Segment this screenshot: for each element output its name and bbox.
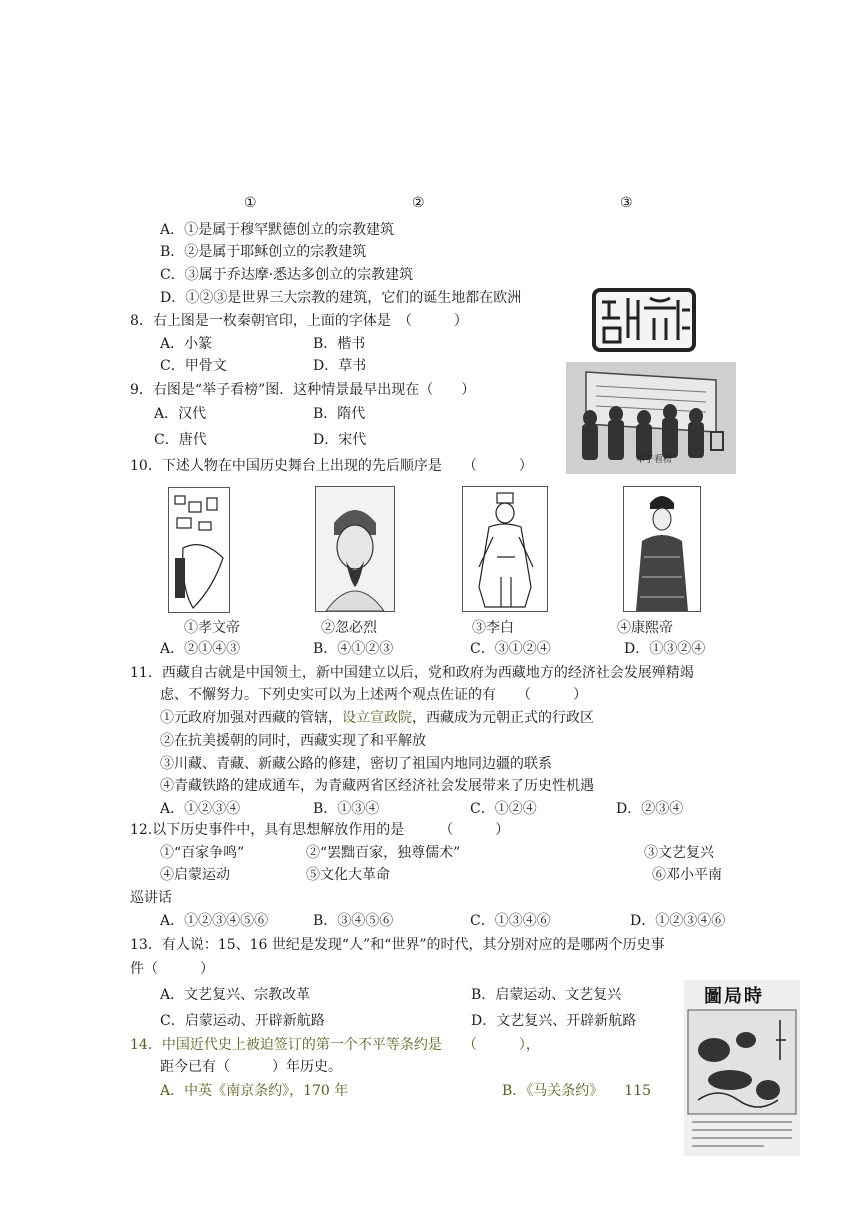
q10-option-a: A．②①④③	[160, 641, 241, 657]
q8-option-b: B．楷书	[313, 336, 366, 352]
q11-option-a: A．①②③④	[160, 801, 241, 817]
q11-item-1-part-a: ①元政府加强对西藏的管辖，	[160, 710, 342, 726]
kangxi-emperor-image	[623, 486, 701, 612]
q11-stem-line2: 虑、不懈努力。下列史实可以为上述两个观点佐证的有 （ ）	[160, 687, 587, 703]
scholars-image-caption: 举子看榜	[636, 455, 673, 465]
q8-option-c: C．甲骨文	[160, 358, 227, 374]
q12-item-1: ①“百家争鸣”	[160, 845, 245, 861]
q7-option-c: C．③属于乔达摩·悉达多创立的宗教建筑	[160, 267, 414, 283]
q10-option-d: D．①③②④	[624, 641, 706, 657]
q12-option-b: B．③④⑤⑥	[313, 913, 394, 929]
q13-option-a: A．文艺复兴、宗教改革	[160, 987, 311, 1003]
kublai-khan-image	[315, 486, 395, 612]
q10-stem: 10．下述人物在中国历史舞台上出现的先后顺序是 （ ）	[130, 458, 533, 474]
q12-option-c: C．①③④⑥	[470, 913, 551, 929]
q9-option-d: D．宋代	[313, 432, 367, 448]
q11-option-c: C．①②④	[470, 801, 537, 817]
image-label-2: ②	[412, 195, 425, 211]
q12-stem: 12.以下历史事件中，具有思想解放作用的是 （ ）	[130, 822, 510, 838]
q11-item-2: ②在抗美援朝的同时，西藏实现了和平解放	[160, 733, 426, 749]
q13-stem-line1: 13．有人说：15、16 世纪是发现“人”和“世界”的时代，其分别对应的是哪两个历史事	[130, 937, 665, 953]
q12-item-6-continued: 巡讲话	[130, 890, 172, 906]
q9-option-a: A．汉代	[154, 406, 207, 422]
q14-option-a: A．中英《南京条约》，170 年	[160, 1083, 349, 1099]
q11-item-3: ③川藏、青藏、新藏公路的修建，密切了祖国内地同边疆的联系	[160, 756, 552, 772]
q8-stem: 8．右上图是一枚秦朝官印，上面的字体是 （ ）	[130, 313, 468, 329]
q7-option-d: D．①②③是世界三大宗教的建筑，它们的诞生地都在欧洲	[160, 290, 522, 306]
q13-option-c: C．启蒙运动、开辟新航路	[160, 1013, 325, 1029]
q12-item-3: ③文艺复兴	[644, 845, 714, 861]
image-label-1: ①	[244, 195, 257, 211]
q12-item-6: ⑥邓小平南	[652, 867, 722, 883]
q12-item-2: ②“罢黜百家，独尊儒术”	[306, 845, 461, 861]
q14-stem-line1: 14．中国近代史上被迫签订的第一个不平等条约是 （ ），	[130, 1037, 540, 1053]
q10-caption-3: ③李白	[472, 620, 514, 636]
q8-option-a: A．小篆	[160, 336, 213, 352]
image-label-3: ③	[620, 195, 633, 211]
q10-caption-1: ①孝文帝	[184, 620, 240, 636]
q10-option-b: B．④①②③	[313, 641, 394, 657]
q11-item-1	[160, 709, 594, 727]
q9-option-c: C．唐代	[154, 432, 207, 448]
q13-option-d: D．文艺复兴、开辟新航路	[471, 1013, 637, 1029]
xiaowen-emperor-image	[168, 487, 230, 613]
q11-item-4: ④青藏铁路的建成通车，为青藏两省区经济社会发展带来了历史性机遇	[160, 778, 594, 794]
political-cartoon-image	[684, 980, 800, 1156]
q9-stem: 9．右图是“举子看榜”图．这种情景最早出现在（ ）	[130, 382, 476, 398]
q10-caption-4: ④康熙帝	[617, 620, 673, 636]
q11-item-1-part-c: ，西藏成为元朝正式的行政区	[412, 710, 594, 726]
q12-option-a: A．①②③④⑤⑥	[160, 913, 269, 929]
q11-item-1-highlight: 设立宣政院	[342, 710, 412, 726]
scholars-viewing-list-image	[566, 362, 736, 474]
q8-option-d: D．草书	[313, 358, 367, 374]
q11-stem-line1: 11．西藏自古就是中国领土，新中国建立以后，党和政府为西藏地方的经济社会发展殚精竭	[130, 665, 694, 681]
q13-option-b: B．启蒙运动、文艺复兴	[471, 987, 622, 1003]
q7-option-a: A．①是属于穆罕默德创立的宗教建筑	[160, 222, 395, 238]
q11-option-d: D．②③④	[616, 801, 684, 817]
qin-seal-image	[592, 288, 696, 352]
q10-option-c: C．③①②④	[470, 641, 551, 657]
q14-option-b: B．《马关条约》 115	[502, 1083, 652, 1099]
q7-option-b: B．②是属于耶稣创立的宗教建筑	[160, 244, 367, 260]
q12-item-4: ④启蒙运动	[160, 867, 230, 883]
q10-caption-2: ②忽必烈	[321, 620, 377, 636]
cartoon-title: 圖局時	[704, 986, 764, 1007]
q12-item-5: ⑤文化大革命	[306, 867, 390, 883]
q9-option-b: B．隋代	[313, 406, 366, 422]
q13-stem-line2: 件（ ）	[130, 961, 214, 977]
li-bai-image	[462, 486, 548, 612]
q12-option-d: D．①②③④⑥	[630, 913, 726, 929]
q14-stem-line2: 距今已有（ ）年历史。	[160, 1059, 342, 1075]
q11-option-b: B．①③④	[313, 801, 380, 817]
